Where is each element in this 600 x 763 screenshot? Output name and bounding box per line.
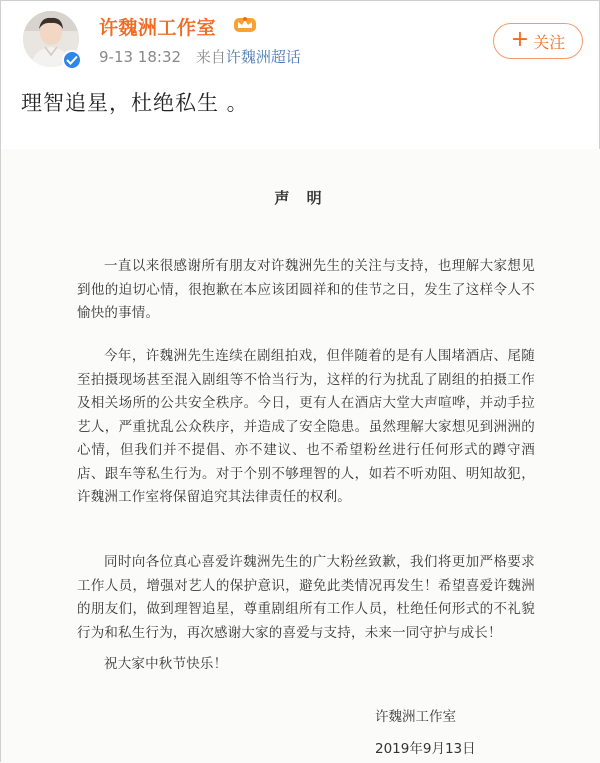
follow-label: 关注 bbox=[533, 32, 566, 52]
post-meta bbox=[99, 46, 301, 67]
member-crown-icon[interactable] bbox=[233, 15, 257, 33]
username[interactable]: 许魏洲工作室 bbox=[99, 17, 217, 39]
post-source-channel[interactable]: 许魏洲超话 bbox=[225, 48, 301, 66]
statement-signature: 许魏洲工作室 bbox=[375, 709, 456, 725]
post-text: 理智追星，杜绝私生 。 bbox=[21, 91, 249, 115]
statement-title: 声 明 bbox=[274, 189, 328, 207]
statement-paragraph-4: 祝大家中秋节快乐！ bbox=[104, 656, 228, 672]
plus-icon: + bbox=[510, 27, 530, 52]
post-time: 9-13 18:32 bbox=[99, 48, 182, 66]
post-source-prefix: 来自 bbox=[195, 48, 226, 66]
statement-date: 2019年9月13日 bbox=[375, 741, 476, 757]
post-header bbox=[23, 9, 583, 73]
statement-paragraph-1: 一直以来很感谢所有朋友对许魏洲先生的关注与支持，也理解大家想见到他的迫切心情，很抱歉在本应该团圆祥和的佳节之日，发生了这样令人不愉快的事情。 bbox=[77, 258, 535, 321]
statement-paragraph-3: 同时向各位真心喜爱许魏洲先生的广大粉丝致歉，我们将更加严格要求工作人员，增强对艺人的保护意识，避免此类情况再发生！希望喜爱许魏洲的朋友们，做到理智追星，尊重剧组所有工作人员，杜绝任何形式的不礼貌行为和私生行为，再次感谢大家的喜爱与支持，未来一同守护与成长！ bbox=[77, 554, 535, 641]
statement-image[interactable] bbox=[1, 149, 600, 763]
statement-paragraph-2: 今年，许魏洲先生连续在剧组拍戏，但伴随着的是有人围堵酒店、尾随至拍摄现场甚至混入剧组等不恰当行为，这样的行为扰乱了剧组的拍摄工作及相关场所的公共安全秩序。今日，更有人在酒店大堂大声喧哗，并动手拉艺人，严重扰乱公众秩序，并造成了安全隐患。虽然理解大家想见到洲洲的心情，但我们并不提倡、亦不建议、也不希望粉丝进行任何形式的蹲守酒店、跟车等私生行为。对于个别不够理智的人，如若不听劝阻、明知故犯，许魏洲工作室将保留追究其法律责任的权利。 bbox=[77, 348, 535, 505]
verified-badge-icon bbox=[62, 50, 82, 70]
follow-button[interactable] bbox=[493, 23, 583, 59]
